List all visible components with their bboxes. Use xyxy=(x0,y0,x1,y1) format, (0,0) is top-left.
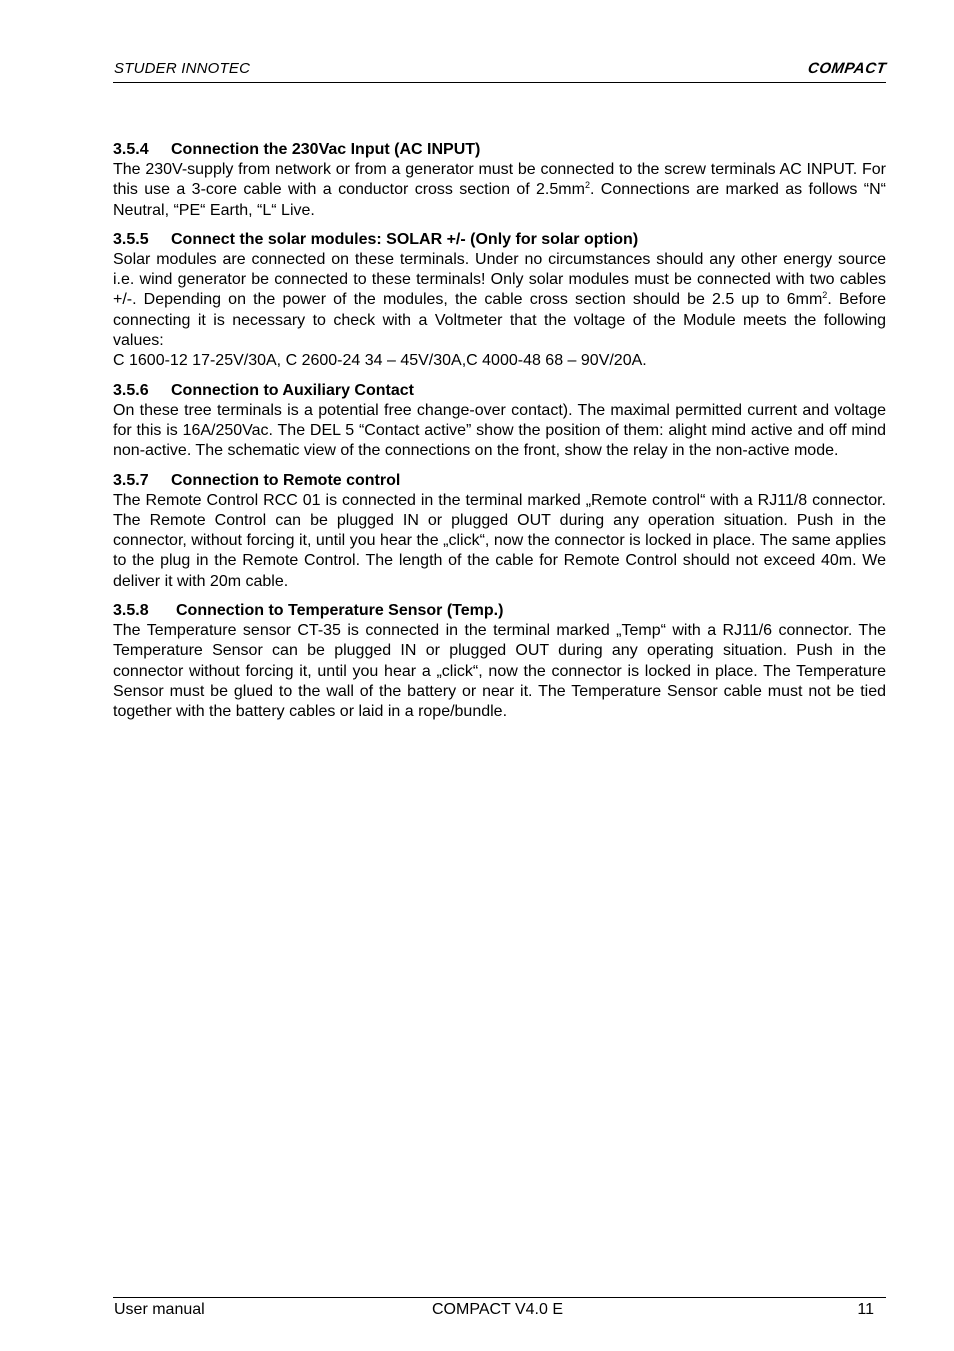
section-3-5-4 xyxy=(113,140,886,221)
section-paragraph: On these tree terminals is a potential free change-over contact). The maximal permitted current and voltage for this is 16A/250Vac. The DEL 5 “Contact active” show the position of them: alight mind active and off mind non-active. The schematic view of the connections on the front, show the relay in the non-active mode. xyxy=(113,401,886,460)
section-3-5-6 xyxy=(113,381,886,462)
section-number: 3.5.5 xyxy=(113,230,149,248)
page-footer xyxy=(113,1297,886,1324)
superscript: 2 xyxy=(584,180,590,191)
page-number: 11 xyxy=(857,1301,874,1318)
section-3-5-5 xyxy=(113,230,886,372)
section-paragraph xyxy=(113,250,886,351)
section-number: 3.5.7 xyxy=(113,471,149,489)
section-paragraph: The Remote Control RCC 01 is connected in the terminal marked „Remote control“ with a RJ11/8 connector. The Remote Control can be plugged IN or plugged OUT during any operation situation. Push in the connector, without forcing it, until you hear the „click“, now the connector is locked in place. The same applies to the plug in the Remote Control. The length of the cable for Remote Control should not exceed 40m. We deliver it with 20m cable. xyxy=(113,491,886,590)
section-title: Connection to Auxiliary Contact xyxy=(171,381,414,399)
section-3-5-8 xyxy=(113,601,886,722)
section-title: Connect the solar modules: SOLAR +/- (Only for solar option) xyxy=(171,230,639,248)
section-heading xyxy=(113,381,886,401)
superscript: 2 xyxy=(822,290,828,301)
paragraph-text: The 230V-supply from network or from a generator must be connected to the screw terminals AC INPUT. For this use a 3-core cable with a conductor cross section of 2.5mm xyxy=(113,161,886,199)
header-company: STUDER INNOTEC xyxy=(114,60,251,77)
section-heading xyxy=(113,140,886,160)
document-body xyxy=(113,140,886,723)
voltage-values-line: C 1600-12 17-25V/30A, C 2600-24 34 – 45V/30A,C 4000-48 68 – 90V/20A. xyxy=(113,352,647,370)
section-3-5-7 xyxy=(113,471,886,592)
footer-version: COMPACT V4.0 E xyxy=(432,1301,563,1318)
section-paragraph xyxy=(113,160,886,221)
paragraph-text-cont: . Before connecting it is necessary to check with a Voltmeter that the voltage of the Module meets the following values: xyxy=(113,291,887,350)
header-product-logo: COMPACT xyxy=(806,60,888,77)
section-title: Connection to Remote control xyxy=(171,471,401,489)
paragraph-text-cont: . Connections are marked as follows “N“ Neutral, “PE“ Earth, “L“ Live. xyxy=(113,181,886,219)
section-title: Connection to Temperature Sensor (Temp.) xyxy=(176,602,504,620)
section-heading xyxy=(113,471,886,491)
footer-doc-type: User manual xyxy=(114,1301,205,1318)
section-title: Connection the 230Vac Input (AC INPUT) xyxy=(171,141,481,158)
section-heading xyxy=(113,601,886,621)
section-number: 3.5.8 xyxy=(113,602,149,620)
section-number: 3.5.6 xyxy=(113,381,149,399)
page-header xyxy=(113,58,886,83)
paragraph-text: Solar modules are connected on these terminals. Under no circumstances should any other energy source i.e. wind generator be connected to these terminals! Only solar modules must be connected with two cables +/-. Depending on the power of the modules, the cable cross section should be 2.5 up to 6mm xyxy=(113,250,886,309)
section-number: 3.5.4 xyxy=(113,141,149,158)
section-paragraph: The Temperature sensor CT-35 is connected in the terminal marked „Temp“ with a RJ11/6 connector. The Temperature Sensor can be plugged IN or plugged OUT during any operating situation. Push in the connector without forcing it, until you hear a „click“, now the connector is locked in place. The Temperature Sensor must be glued to the wall of the battery or near it. The Temperature Sensor cable must not be tied together with the battery cables or laid in a rope/bundle. xyxy=(113,622,886,721)
section-heading xyxy=(113,230,886,250)
